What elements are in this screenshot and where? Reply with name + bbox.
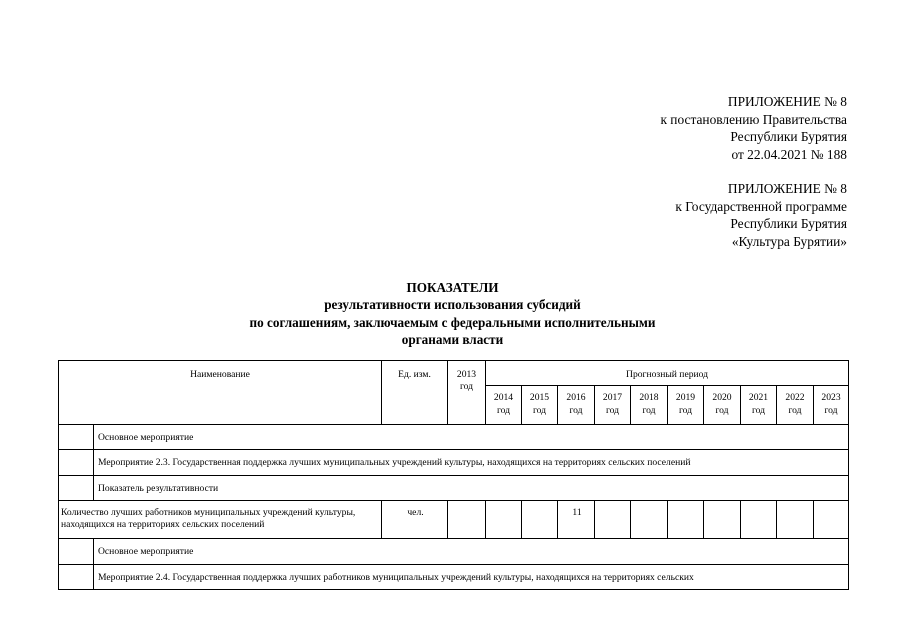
year-sub: год — [496, 405, 511, 416]
table-row — [59, 476, 849, 501]
indicators-table — [58, 360, 849, 590]
table-row — [59, 501, 849, 539]
row-empty-cell — [59, 565, 94, 590]
year-label: 2014 — [493, 392, 514, 403]
value-2015 — [522, 501, 558, 539]
indicator-heading: Показатель результативности — [94, 476, 849, 501]
value-2023 — [814, 501, 849, 539]
header-year-2015 — [522, 386, 558, 425]
year-label: 2022 — [785, 392, 805, 403]
appendix-line: к постановлению Правительства — [660, 111, 847, 127]
value-2022 — [777, 501, 814, 539]
year-sub: год — [642, 405, 656, 416]
header-year-2013 — [448, 361, 486, 425]
table-row — [59, 565, 849, 590]
value-2021 — [741, 501, 777, 539]
activity-label: Мероприятие 2.4. Государственная поддержка лучших работников муниципальных учреждений культуры, находящихся на территориях сельских — [94, 565, 849, 590]
table-row — [59, 539, 849, 565]
year-sub: год — [715, 405, 729, 416]
appendix-program-block — [675, 180, 847, 251]
appendix-line: к Государственной программе — [675, 198, 847, 214]
year-label: 2017 — [602, 392, 623, 403]
document-title — [0, 279, 905, 348]
header-year-2021 — [741, 386, 777, 425]
year-label: 2023 — [821, 392, 841, 403]
title-line: результативности использования субсидий — [324, 297, 581, 313]
title-heading: ПОКАЗАТЕЛИ — [406, 280, 499, 295]
year-sub: год — [605, 405, 620, 416]
row-empty-cell — [59, 450, 94, 476]
year-sub: год — [824, 405, 838, 416]
appendix-line: «Культура Бурятии» — [731, 234, 847, 250]
year-sub: год — [751, 405, 766, 416]
header-year-2022 — [777, 386, 814, 425]
year-label: 2013 — [456, 369, 477, 380]
header-year-2020 — [704, 386, 741, 425]
header-year-2023 — [814, 386, 849, 425]
header-name: Наименование — [59, 361, 382, 425]
value-2014 — [486, 501, 522, 539]
header-year-2019 — [668, 386, 704, 425]
main-activity-label: Основное мероприятие — [94, 539, 849, 565]
year-label: 2020 — [712, 392, 732, 403]
appendix-title: ПРИЛОЖЕНИЕ № 8 — [727, 181, 847, 196]
value-2017 — [595, 501, 631, 539]
table-row — [59, 450, 849, 476]
year-label: 2015 — [529, 392, 550, 403]
row-empty-cell — [59, 539, 94, 565]
appendix-line: Республики Бурятия — [730, 129, 847, 145]
value-2019 — [668, 501, 704, 539]
title-line: органами власти — [401, 331, 504, 347]
appendix-title: ПРИЛОЖЕНИЕ № 8 — [727, 94, 847, 109]
value-2018 — [631, 501, 668, 539]
row-empty-cell — [59, 425, 94, 450]
header-year-2017 — [595, 386, 631, 425]
header-year-2016 — [558, 386, 595, 425]
year-sub: год — [569, 405, 583, 416]
year-sub: год — [788, 405, 802, 416]
header-year-2018 — [631, 386, 668, 425]
appendix-line: Республики Бурятия — [730, 216, 847, 232]
header-unit: Ед. изм. — [382, 361, 448, 425]
title-line: по соглашениям, заключаемым с федеральными исполнительными — [249, 314, 656, 330]
value-2016: 11 — [558, 501, 595, 539]
row-empty-cell — [59, 476, 94, 501]
indicator-name: Количество лучших работников муниципальных учреждений культуры, находящихся на территориях сельских поселений — [59, 501, 382, 539]
year-label: 2021 — [748, 392, 769, 403]
main-activity-label: Основное мероприятие — [94, 425, 849, 450]
value-2013 — [448, 501, 486, 539]
year-sub: год — [459, 381, 474, 392]
year-sub: год — [678, 405, 693, 416]
table-row — [59, 425, 849, 450]
year-label: 2018 — [639, 392, 659, 403]
header-forecast-period: Прогнозный период — [486, 361, 849, 386]
appendix-resolution-block — [660, 93, 847, 164]
year-label: 2016 — [566, 392, 586, 403]
indicator-unit: чел. — [382, 501, 448, 539]
year-sub: год — [532, 405, 547, 416]
activity-label: Мероприятие 2.3. Государственная поддержка лучших муниципальных учреждений культуры, находящихся на территориях сельских поселений — [94, 450, 849, 476]
appendix-line: от 22.04.2021 № 188 — [731, 147, 847, 163]
value-2020 — [704, 501, 741, 539]
year-label: 2019 — [675, 392, 696, 403]
header-year-2014 — [486, 386, 522, 425]
